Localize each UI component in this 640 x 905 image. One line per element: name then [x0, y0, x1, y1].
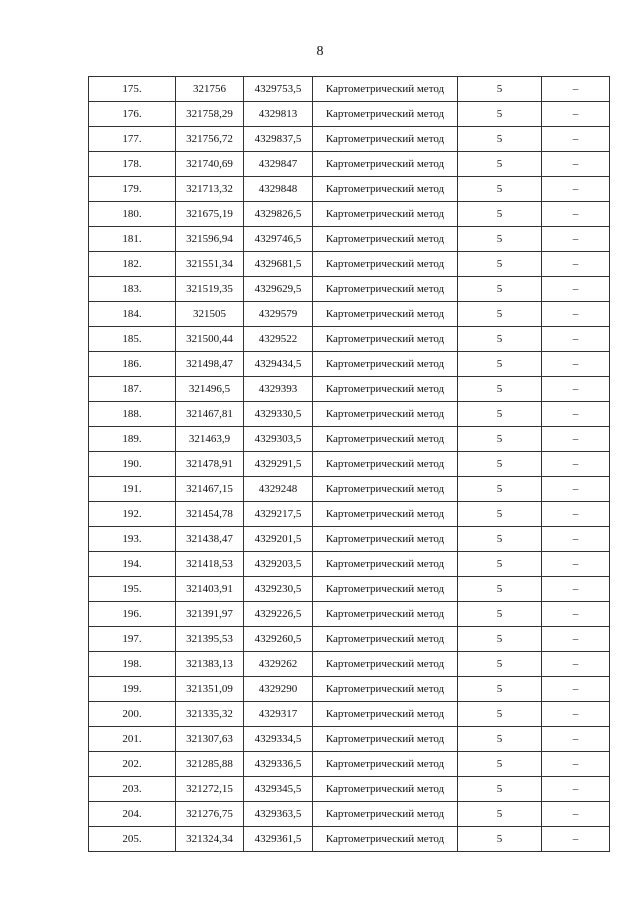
note-cell: – — [542, 627, 610, 652]
method-cell: Картометрический метод — [313, 227, 458, 252]
note-cell: – — [542, 327, 610, 352]
point-number-cell: 189. — [89, 427, 176, 452]
note-cell: – — [542, 177, 610, 202]
point-number-cell: 187. — [89, 377, 176, 402]
table-row — [89, 727, 610, 752]
table-row — [89, 377, 610, 402]
note-cell: – — [542, 577, 610, 602]
point-number-cell: 197. — [89, 627, 176, 652]
method-cell: Картометрический метод — [313, 102, 458, 127]
method-cell: Картометрический метод — [313, 777, 458, 802]
table-row — [89, 577, 610, 602]
method-cell: Картометрический метод — [313, 577, 458, 602]
method-cell: Картометрический метод — [313, 502, 458, 527]
method-cell: Картометрический метод — [313, 352, 458, 377]
x-coordinate-cell: 321272,15 — [176, 777, 244, 802]
point-number-cell: 181. — [89, 227, 176, 252]
point-number-cell: 185. — [89, 327, 176, 352]
x-coordinate-cell: 321307,63 — [176, 727, 244, 752]
point-number-cell: 192. — [89, 502, 176, 527]
table-row — [89, 352, 610, 377]
accuracy-cell: 5 — [458, 177, 542, 202]
table-row — [89, 777, 610, 802]
accuracy-cell: 5 — [458, 677, 542, 702]
note-cell: – — [542, 302, 610, 327]
accuracy-cell: 5 — [458, 527, 542, 552]
point-number-cell: 200. — [89, 702, 176, 727]
accuracy-cell: 5 — [458, 427, 542, 452]
point-number-cell: 182. — [89, 252, 176, 277]
coordinates-table-body — [89, 77, 610, 852]
accuracy-cell: 5 — [458, 727, 542, 752]
note-cell: – — [542, 752, 610, 777]
x-coordinate-cell: 321551,34 — [176, 252, 244, 277]
table-row — [89, 202, 610, 227]
note-cell: – — [542, 527, 610, 552]
note-cell: – — [542, 702, 610, 727]
table-row — [89, 652, 610, 677]
note-cell: – — [542, 802, 610, 827]
x-coordinate-cell: 321383,13 — [176, 652, 244, 677]
accuracy-cell: 5 — [458, 302, 542, 327]
y-coordinate-cell: 4329363,5 — [244, 802, 313, 827]
x-coordinate-cell: 321496,5 — [176, 377, 244, 402]
x-coordinate-cell: 321740,69 — [176, 152, 244, 177]
y-coordinate-cell: 4329393 — [244, 377, 313, 402]
x-coordinate-cell: 321418,53 — [176, 552, 244, 577]
accuracy-cell: 5 — [458, 577, 542, 602]
x-coordinate-cell: 321596,94 — [176, 227, 244, 252]
table-row — [89, 802, 610, 827]
note-cell: – — [542, 252, 610, 277]
table-row — [89, 77, 610, 102]
note-cell: – — [542, 427, 610, 452]
method-cell: Картометрический метод — [313, 377, 458, 402]
method-cell: Картометрический метод — [313, 252, 458, 277]
method-cell: Картометрический метод — [313, 327, 458, 352]
note-cell: – — [542, 502, 610, 527]
point-number-cell: 175. — [89, 77, 176, 102]
y-coordinate-cell: 4329201,5 — [244, 527, 313, 552]
table-row — [89, 152, 610, 177]
y-coordinate-cell: 4329345,5 — [244, 777, 313, 802]
x-coordinate-cell: 321463,9 — [176, 427, 244, 452]
table-row — [89, 252, 610, 277]
point-number-cell: 184. — [89, 302, 176, 327]
accuracy-cell: 5 — [458, 477, 542, 502]
method-cell: Картометрический метод — [313, 127, 458, 152]
y-coordinate-cell: 4329753,5 — [244, 77, 313, 102]
method-cell: Картометрический метод — [313, 302, 458, 327]
accuracy-cell: 5 — [458, 152, 542, 177]
point-number-cell: 193. — [89, 527, 176, 552]
x-coordinate-cell: 321713,32 — [176, 177, 244, 202]
method-cell: Картометрический метод — [313, 77, 458, 102]
y-coordinate-cell: 4329434,5 — [244, 352, 313, 377]
x-coordinate-cell: 321335,32 — [176, 702, 244, 727]
method-cell: Картометрический метод — [313, 552, 458, 577]
y-coordinate-cell: 4329290 — [244, 677, 313, 702]
x-coordinate-cell: 321403,91 — [176, 577, 244, 602]
accuracy-cell: 5 — [458, 102, 542, 127]
table-row — [89, 102, 610, 127]
table-row — [89, 302, 610, 327]
method-cell: Картометрический метод — [313, 802, 458, 827]
table-row — [89, 277, 610, 302]
note-cell: – — [542, 227, 610, 252]
method-cell: Картометрический метод — [313, 727, 458, 752]
note-cell: – — [542, 652, 610, 677]
accuracy-cell: 5 — [458, 752, 542, 777]
table-row — [89, 427, 610, 452]
note-cell: – — [542, 677, 610, 702]
point-number-cell: 195. — [89, 577, 176, 602]
note-cell: – — [542, 277, 610, 302]
point-number-cell: 178. — [89, 152, 176, 177]
method-cell: Картометрический метод — [313, 177, 458, 202]
x-coordinate-cell: 321758,29 — [176, 102, 244, 127]
note-cell: – — [542, 102, 610, 127]
y-coordinate-cell: 4329303,5 — [244, 427, 313, 452]
y-coordinate-cell: 4329629,5 — [244, 277, 313, 302]
table-row — [89, 327, 610, 352]
accuracy-cell: 5 — [458, 252, 542, 277]
table-row — [89, 452, 610, 477]
y-coordinate-cell: 4329248 — [244, 477, 313, 502]
note-cell: – — [542, 827, 610, 852]
table-row — [89, 177, 610, 202]
y-coordinate-cell: 4329217,5 — [244, 502, 313, 527]
y-coordinate-cell: 4329336,5 — [244, 752, 313, 777]
y-coordinate-cell: 4329826,5 — [244, 202, 313, 227]
x-coordinate-cell: 321505 — [176, 302, 244, 327]
y-coordinate-cell: 4329334,5 — [244, 727, 313, 752]
accuracy-cell: 5 — [458, 552, 542, 577]
y-coordinate-cell: 4329522 — [244, 327, 313, 352]
method-cell: Картометрический метод — [313, 477, 458, 502]
accuracy-cell: 5 — [458, 277, 542, 302]
y-coordinate-cell: 4329361,5 — [244, 827, 313, 852]
coordinates-table — [88, 76, 610, 852]
y-coordinate-cell: 4329260,5 — [244, 627, 313, 652]
method-cell: Картометрический метод — [313, 527, 458, 552]
accuracy-cell: 5 — [458, 402, 542, 427]
note-cell: – — [542, 127, 610, 152]
x-coordinate-cell: 321395,53 — [176, 627, 244, 652]
table-row — [89, 702, 610, 727]
table-row — [89, 402, 610, 427]
x-coordinate-cell: 321438,47 — [176, 527, 244, 552]
page-number: 8 — [316, 44, 324, 59]
y-coordinate-cell: 4329203,5 — [244, 552, 313, 577]
note-cell: – — [542, 77, 610, 102]
point-number-cell: 198. — [89, 652, 176, 677]
accuracy-cell: 5 — [458, 502, 542, 527]
method-cell: Картометрический метод — [313, 677, 458, 702]
note-cell: – — [542, 402, 610, 427]
x-coordinate-cell: 321467,81 — [176, 402, 244, 427]
y-coordinate-cell: 4329813 — [244, 102, 313, 127]
x-coordinate-cell: 321498,47 — [176, 352, 244, 377]
method-cell: Картометрический метод — [313, 827, 458, 852]
method-cell: Картометрический метод — [313, 602, 458, 627]
point-number-cell: 188. — [89, 402, 176, 427]
note-cell: – — [542, 727, 610, 752]
point-number-cell: 205. — [89, 827, 176, 852]
note-cell: – — [542, 602, 610, 627]
method-cell: Картометрический метод — [313, 752, 458, 777]
table-row — [89, 227, 610, 252]
point-number-cell: 177. — [89, 127, 176, 152]
x-coordinate-cell: 321675,19 — [176, 202, 244, 227]
note-cell: – — [542, 202, 610, 227]
point-number-cell: 176. — [89, 102, 176, 127]
method-cell: Картометрический метод — [313, 152, 458, 177]
y-coordinate-cell: 4329330,5 — [244, 402, 313, 427]
point-number-cell: 186. — [89, 352, 176, 377]
x-coordinate-cell: 321324,34 — [176, 827, 244, 852]
table-row — [89, 627, 610, 652]
accuracy-cell: 5 — [458, 702, 542, 727]
table-row — [89, 477, 610, 502]
table-row — [89, 127, 610, 152]
note-cell: – — [542, 152, 610, 177]
y-coordinate-cell: 4329291,5 — [244, 452, 313, 477]
table-row — [89, 527, 610, 552]
y-coordinate-cell: 4329230,5 — [244, 577, 313, 602]
x-coordinate-cell: 321285,88 — [176, 752, 244, 777]
point-number-cell: 190. — [89, 452, 176, 477]
method-cell: Картометрический метод — [313, 702, 458, 727]
method-cell: Картометрический метод — [313, 427, 458, 452]
y-coordinate-cell: 4329837,5 — [244, 127, 313, 152]
point-number-cell: 202. — [89, 752, 176, 777]
x-coordinate-cell: 321391,97 — [176, 602, 244, 627]
x-coordinate-cell: 321756 — [176, 77, 244, 102]
y-coordinate-cell: 4329226,5 — [244, 602, 313, 627]
method-cell: Картометрический метод — [313, 402, 458, 427]
y-coordinate-cell: 4329262 — [244, 652, 313, 677]
accuracy-cell: 5 — [458, 227, 542, 252]
accuracy-cell: 5 — [458, 777, 542, 802]
method-cell: Картометрический метод — [313, 652, 458, 677]
accuracy-cell: 5 — [458, 202, 542, 227]
y-coordinate-cell: 4329848 — [244, 177, 313, 202]
y-coordinate-cell: 4329847 — [244, 152, 313, 177]
table-row — [89, 752, 610, 777]
accuracy-cell: 5 — [458, 77, 542, 102]
note-cell: – — [542, 477, 610, 502]
accuracy-cell: 5 — [458, 652, 542, 677]
note-cell: – — [542, 377, 610, 402]
accuracy-cell: 5 — [458, 802, 542, 827]
table-row — [89, 602, 610, 627]
x-coordinate-cell: 321756,72 — [176, 127, 244, 152]
point-number-cell: 194. — [89, 552, 176, 577]
table-row — [89, 502, 610, 527]
point-number-cell: 179. — [89, 177, 176, 202]
table-row — [89, 552, 610, 577]
y-coordinate-cell: 4329746,5 — [244, 227, 313, 252]
point-number-cell: 199. — [89, 677, 176, 702]
method-cell: Картометрический метод — [313, 277, 458, 302]
y-coordinate-cell: 4329579 — [244, 302, 313, 327]
method-cell: Картометрический метод — [313, 452, 458, 477]
accuracy-cell: 5 — [458, 627, 542, 652]
method-cell: Картометрический метод — [313, 202, 458, 227]
accuracy-cell: 5 — [458, 127, 542, 152]
accuracy-cell: 5 — [458, 452, 542, 477]
point-number-cell: 204. — [89, 802, 176, 827]
note-cell: – — [542, 352, 610, 377]
table-row — [89, 677, 610, 702]
x-coordinate-cell: 321454,78 — [176, 502, 244, 527]
note-cell: – — [542, 777, 610, 802]
note-cell: – — [542, 552, 610, 577]
table-row — [89, 827, 610, 852]
y-coordinate-cell: 4329681,5 — [244, 252, 313, 277]
accuracy-cell: 5 — [458, 377, 542, 402]
accuracy-cell: 5 — [458, 327, 542, 352]
point-number-cell: 191. — [89, 477, 176, 502]
point-number-cell: 203. — [89, 777, 176, 802]
point-number-cell: 201. — [89, 727, 176, 752]
x-coordinate-cell: 321519,35 — [176, 277, 244, 302]
accuracy-cell: 5 — [458, 352, 542, 377]
y-coordinate-cell: 4329317 — [244, 702, 313, 727]
x-coordinate-cell: 321351,09 — [176, 677, 244, 702]
point-number-cell: 196. — [89, 602, 176, 627]
x-coordinate-cell: 321467,15 — [176, 477, 244, 502]
x-coordinate-cell: 321478,91 — [176, 452, 244, 477]
point-number-cell: 183. — [89, 277, 176, 302]
x-coordinate-cell: 321500,44 — [176, 327, 244, 352]
x-coordinate-cell: 321276,75 — [176, 802, 244, 827]
accuracy-cell: 5 — [458, 827, 542, 852]
accuracy-cell: 5 — [458, 602, 542, 627]
note-cell: – — [542, 452, 610, 477]
point-number-cell: 180. — [89, 202, 176, 227]
method-cell: Картометрический метод — [313, 627, 458, 652]
